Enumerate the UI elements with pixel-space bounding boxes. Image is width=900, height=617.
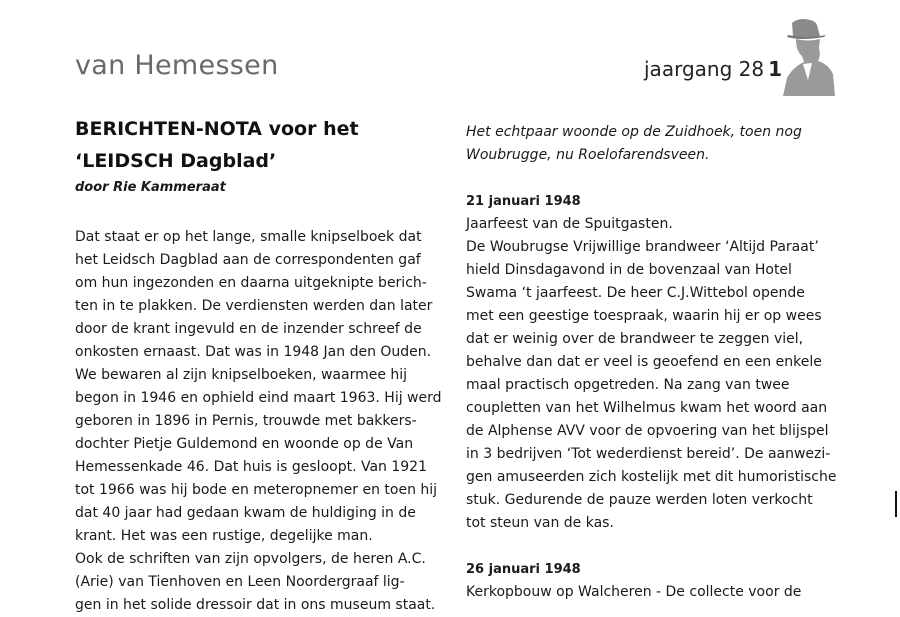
man-with-hat-logo-icon xyxy=(779,18,835,96)
left-column xyxy=(75,113,442,617)
entry-line: Jaarfeest van de Spuitgasten. xyxy=(466,216,673,232)
body-line: om hun ingezonden en daarna uitgeknipte berich- xyxy=(75,275,427,291)
entry-line: coupletten van het Wilhelmus kwam het woord aan xyxy=(466,400,828,416)
body-line: We bewaren al zijn knipselboeken, waarmee hij xyxy=(75,367,408,383)
entry-line: De Woubrugse Vrijwillige brandweer ‘Altijd Paraat’ xyxy=(466,239,819,255)
section-title: van Hemessen xyxy=(75,50,279,81)
issue-number: 1 xyxy=(768,57,782,81)
body-line: (Arie) van Tienhoven en Leen Noordergraaf lig- xyxy=(75,574,405,590)
text-cursor xyxy=(895,491,897,517)
body-line: geboren in 1896 in Pernis, trouwde met bakkers- xyxy=(75,413,417,429)
body-line: het Leidsch Dagblad aan de correspondenten gaf xyxy=(75,252,421,268)
news-entry xyxy=(466,190,837,535)
article-body xyxy=(75,226,442,617)
intro-text xyxy=(466,121,826,167)
volume-label: jaargang 28 xyxy=(644,57,765,81)
article-byline: door Rie Kammeraat xyxy=(75,180,226,195)
body-line: Hemessenkade 46. Dat huis is gesloopt. Van 1921 xyxy=(75,459,427,475)
entry-line: maal practisch opgetreden. Na zang van twee xyxy=(466,377,790,393)
body-line: Dat staat er op het lange, smalle knipselboek dat xyxy=(75,229,422,245)
entry-line: hield Dinsdagavond in de bovenzaal van Hotel xyxy=(466,262,792,278)
body-line: dat 40 jaar had gedaan kwam de huldiging in de xyxy=(75,505,416,521)
entry-date: 21 januari 1948 xyxy=(466,194,581,209)
entry-line: tot steun van de kas. xyxy=(466,515,614,531)
body-line: Ook de schriften van zijn opvolgers, de heren A.C. xyxy=(75,551,426,567)
body-line: gen in het solide dressoir dat in ons museum staat. xyxy=(75,597,436,613)
issue-info xyxy=(644,57,782,81)
entry-line: de Alphense AVV voor de opvoering van het blijspel xyxy=(466,423,829,439)
entry-line: Kerkopbouw op Walcheren - De collecte voor de xyxy=(466,584,802,600)
intro-line: Woubrugge, nu Roelofarendsveen. xyxy=(466,147,710,163)
news-entry xyxy=(466,558,826,604)
entry-line: dat er weinig over de brandweer te zeggen viel, xyxy=(466,331,804,347)
entry-line: behalve dan dat er veel is geoefend en een enkele xyxy=(466,354,822,370)
article-title-line: BERICHTEN-NOTA voor het xyxy=(75,118,359,140)
entry-line: gen amuseerden zich kostelijk met dit humoristische xyxy=(466,469,837,485)
intro-line: Het echtpaar woonde op de Zuidhoek, toen nog xyxy=(466,124,802,140)
entry-date: 26 januari 1948 xyxy=(466,562,581,577)
body-line: tot 1966 was hij bode en meteropnemer en toen hij xyxy=(75,482,438,498)
right-column xyxy=(466,121,837,604)
entry-line: stuk. Gedurende de pauze werden loten verkocht xyxy=(466,492,813,508)
body-line: onkosten ernaast. Dat was in 1948 Jan den Ouden. xyxy=(75,344,432,360)
entry-line: Swama ‘t jaarfeest. De heer C.J.Wittebol opende xyxy=(466,285,805,301)
entry-line: in 3 bedrijven ‘Tot wederdienst bereid’. De aanwezi- xyxy=(466,446,831,462)
entry-line: met een geestige toespraak, waarin hij er op wees xyxy=(466,308,822,324)
body-line: krant. Het was een rustige, degelijke man. xyxy=(75,528,373,544)
body-line: begon in 1946 en ophield eind maart 1963. Hij werd xyxy=(75,390,442,406)
body-line: door de krant ingevuld en de inzender schreef de xyxy=(75,321,422,337)
body-line: dochter Pietje Guldemond en woonde op de Van xyxy=(75,436,414,452)
article-title-line: ‘LEIDSCH Dagblad’ xyxy=(75,150,277,172)
body-line: ten in te plakken. De verdiensten werden dan later xyxy=(75,298,433,314)
article-title xyxy=(75,113,425,177)
